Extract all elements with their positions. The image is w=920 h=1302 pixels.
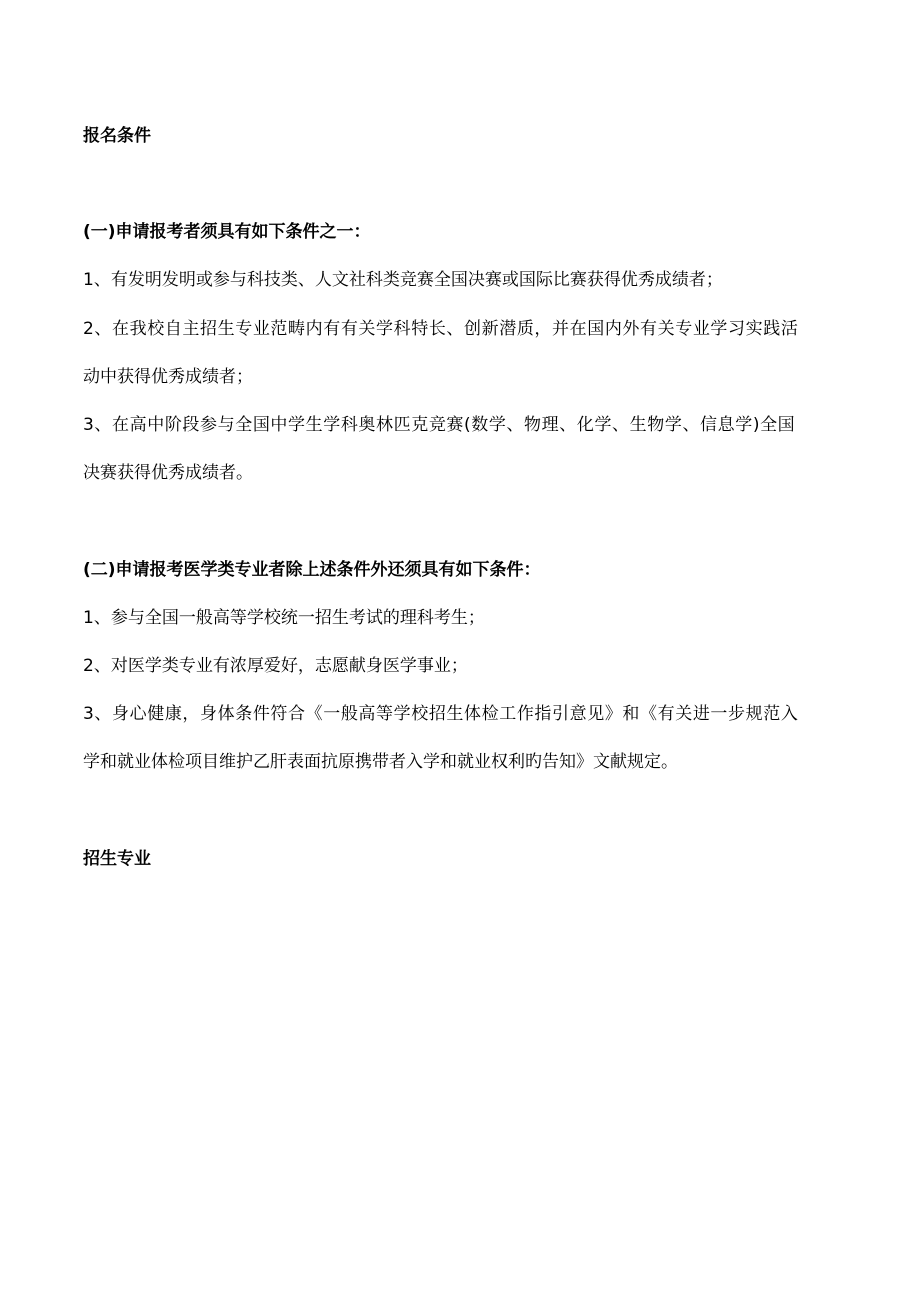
section2-item1: 1、参与全国一般高等学校统一招生考试的理科考生； bbox=[83, 608, 485, 628]
section1-item3-line2: 决赛获得优秀成绩者。 bbox=[83, 463, 253, 483]
section2-item3-line2: 学和就业体检项目维护乙肝表面抗原携带者入学和就业权利旳告知》文献规定。 bbox=[83, 752, 678, 772]
section1-item2-line2: 动中获得优秀成绩者； bbox=[83, 367, 253, 387]
section2-item3-line1: 3、身心健康，身体条件符合《一般高等学校招生体检工作指引意见》和《有关进一步规范入 bbox=[83, 704, 799, 724]
section1-item2-line1: 2、在我校自主招生专业范畴内有有关学科特长、创新潜质，并在国内外有关专业学习实践活 bbox=[83, 319, 799, 339]
section2-title: (二)申请报考医学类专业者除上述条件外还须具有如下条件： bbox=[83, 560, 541, 580]
section1-title: (一)申请报考者须具有如下条件之一： bbox=[83, 222, 371, 242]
section1-item1: 1、有发明发明或参与科技类、人文社科类竞赛全国决赛或国际比赛获得优秀成绩者； bbox=[83, 270, 723, 290]
heading-enrollment-majors: 招生专业 bbox=[83, 849, 151, 869]
section1-item3-line1: 3、在高中阶段参与全国中学生学科奥林匹克竞赛(数学、物理、化学、生物学、信息学)全国 bbox=[83, 415, 796, 435]
heading-registration-conditions: 报名条件 bbox=[83, 126, 151, 146]
section2-item2: 2、对医学类专业有浓厚爱好，志愿献身医学事业； bbox=[83, 656, 468, 676]
